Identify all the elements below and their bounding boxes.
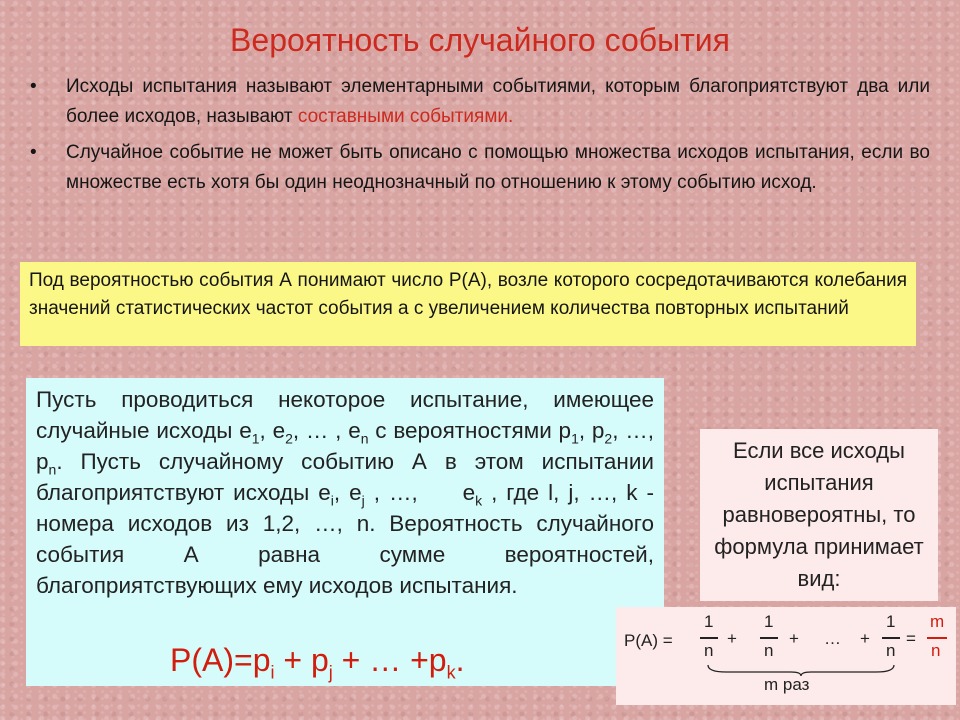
plus-sign: +: [789, 629, 799, 648]
fraction-bar: [760, 637, 778, 639]
body-text: , … , е: [292, 418, 361, 443]
subscript: j: [361, 492, 365, 509]
condition-box: Если все исходы испытания равновероятны, то формула принимает вид:: [700, 429, 938, 601]
denominator: n: [764, 641, 774, 660]
subscript: k: [475, 492, 483, 509]
subscript: i: [330, 492, 334, 509]
fraction-bar: [700, 637, 718, 639]
plus-sign: +: [860, 629, 870, 648]
body-text: Пусть проводиться некоторое испытание, имеющее случайные исходы е: [36, 387, 654, 443]
equal-probability-formula: [616, 607, 956, 705]
body-text: , …, е: [364, 480, 476, 505]
body-text: , …, р: [36, 418, 654, 474]
bullet-marker: •: [30, 76, 37, 97]
fraction-bar: [882, 637, 900, 639]
subscript: 2: [285, 430, 293, 447]
formula-part: .: [455, 642, 465, 678]
subscript: j: [328, 662, 333, 683]
denominator: n: [886, 641, 896, 660]
body-text: с вероятностями р: [368, 418, 572, 443]
bullet-text-2: Случайное событие не может быть описано с помощью множества исходов испытания, если во множестве есть хотя бы один неоднозначный по отношению к этому событию исход.: [66, 142, 930, 193]
body-text-box: [26, 378, 664, 686]
plus-sign: +: [727, 629, 737, 648]
numerator: 1: [704, 612, 714, 631]
formula-part: + … +р: [332, 642, 447, 678]
subscript: 1: [571, 430, 579, 447]
subscript: 1: [251, 430, 260, 447]
definition-box: Под вероятностью события А понимают число Р(А), возле которого сосредотачиваются колебания значений статистических частот события а с увеличением количества повторных испытаний: [20, 262, 916, 346]
formula-part: + р: [274, 642, 329, 678]
bullet-list: [30, 72, 930, 204]
slide-title: Вероятность случайного события: [230, 22, 730, 58]
body-text: . Пусть случайному событию А в этом испытании благоприятствуют исходы е: [36, 449, 654, 505]
subscript: 2: [604, 430, 613, 447]
subscript: i: [270, 662, 275, 683]
body-text: , р: [578, 418, 605, 443]
repeat-count-label: m раз: [764, 675, 810, 694]
equals-sign: =: [906, 629, 916, 648]
body-text: , е: [333, 480, 362, 505]
subscript: k: [446, 662, 456, 683]
bullet-text-1: [66, 72, 930, 132]
bullet-text-main: Исходы испытания называют элементарными событиями, которым благоприятствуют два или более исходов, называют: [66, 76, 930, 127]
subscript: n: [48, 461, 57, 478]
sum-formula: [170, 642, 465, 683]
numerator: 1: [764, 612, 774, 631]
numerator: 1: [886, 612, 896, 631]
bullet-marker: •: [30, 142, 37, 163]
result-denominator: n: [931, 641, 941, 660]
bullet-item-2: [30, 138, 930, 198]
ellipsis: …: [824, 629, 841, 648]
bullet-item-1: [30, 72, 930, 132]
formula-part: Р(А)=р: [170, 642, 271, 678]
body-text: , е: [259, 418, 286, 443]
result-fraction-bar: [927, 637, 947, 639]
bullet-highlight: составными событиями.: [297, 106, 514, 127]
result-numerator: m: [930, 612, 945, 631]
denominator: n: [704, 641, 714, 660]
formula-lhs: Р(А) =: [624, 631, 673, 650]
subscript: n: [360, 430, 369, 447]
body-text: , где l, j, …, k - номера исходов из 1,2, …, n. Вероятность случайного события А равна сумме вероятностей, благоприятствующих ему исходов испытания.: [36, 480, 654, 598]
